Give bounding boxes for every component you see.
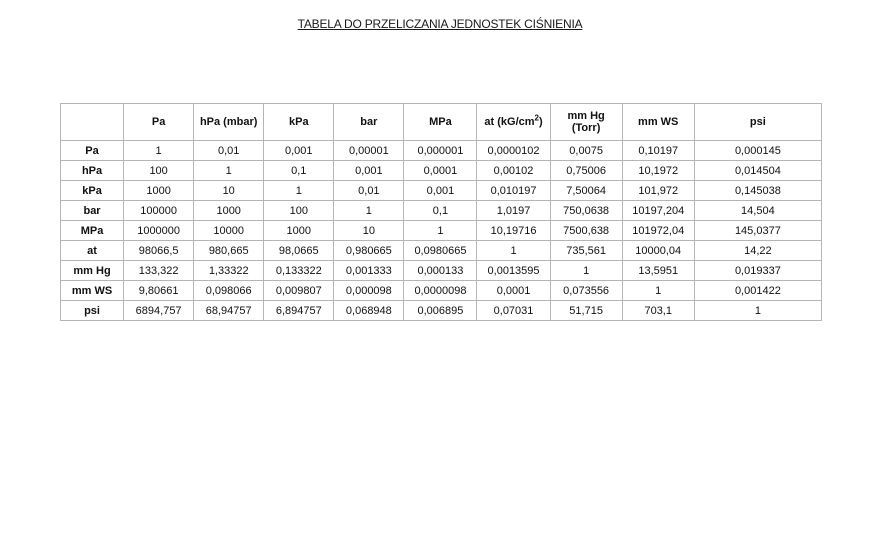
row-header: hPa: [61, 161, 124, 181]
table-cell: 98066,5: [124, 241, 194, 261]
table-cell: 10000,04: [622, 241, 694, 261]
table-cell: 703,1: [622, 301, 694, 321]
table-cell: 750,0638: [550, 201, 622, 221]
column-header-label: hPa (mbar): [199, 116, 258, 128]
row-header: MPa: [61, 221, 124, 241]
table-cell: 1: [404, 221, 477, 241]
table-cell: 0,1: [404, 201, 477, 221]
table-cell: 1: [622, 281, 694, 301]
column-header-superscript: 2: [534, 113, 539, 123]
table-cell: 0,01: [334, 181, 404, 201]
column-header-label: mm Hg: [567, 110, 605, 122]
table-cell: 0,00001: [334, 141, 404, 161]
table-cell: 14,504: [694, 201, 821, 221]
table-cell: 0,0013595: [477, 261, 550, 281]
table-cell: 0,000001: [404, 141, 477, 161]
table-cell: 1000000: [124, 221, 194, 241]
table-cell: 0,145038: [694, 181, 821, 201]
table-row: [61, 141, 822, 161]
table-row: [61, 301, 822, 321]
table-cell: 1000: [124, 181, 194, 201]
table-cell: 10,1972: [622, 161, 694, 181]
table-row: [61, 201, 822, 221]
table-cell: 0,073556: [550, 281, 622, 301]
table-cell: 0,0980665: [404, 241, 477, 261]
table-cell: 1: [194, 161, 264, 181]
table-row: [61, 261, 822, 281]
table-cell: 980,665: [194, 241, 264, 261]
column-header: [477, 104, 550, 141]
table-cell: 1: [334, 201, 404, 221]
table-cell: 0,0000102: [477, 141, 550, 161]
column-header: [694, 104, 821, 141]
table-cell: 0,098066: [194, 281, 264, 301]
column-header: [404, 104, 477, 141]
row-header: kPa: [61, 181, 124, 201]
table-cell: 1: [264, 181, 334, 201]
table-cell: 0,000145: [694, 141, 821, 161]
row-header: at: [61, 241, 124, 261]
table-cell: 0,009807: [264, 281, 334, 301]
table-cell: 10,19716: [477, 221, 550, 241]
table-cell: 0,0001: [477, 281, 550, 301]
table-cell: 0,001: [404, 181, 477, 201]
row-header: psi: [61, 301, 124, 321]
column-header: [622, 104, 694, 141]
table-cell: 1: [550, 261, 622, 281]
table-header-row: [61, 104, 822, 141]
table-cell: 14,22: [694, 241, 821, 261]
column-header-label: psi: [749, 116, 766, 128]
table-cell: 0,000133: [404, 261, 477, 281]
table-cell: 1: [694, 301, 821, 321]
column-header-label: mm WS: [638, 116, 679, 128]
table-cell: 0,0001: [404, 161, 477, 181]
table-cell: 9,80661: [124, 281, 194, 301]
pressure-conversion-table: [60, 103, 822, 321]
table-cell: 100: [124, 161, 194, 181]
table-cell: 0,068948: [334, 301, 404, 321]
table-cell: 6,894757: [264, 301, 334, 321]
table-cell: 7500,638: [550, 221, 622, 241]
table-cell: 68,94757: [194, 301, 264, 321]
table-cell: 10197,204: [622, 201, 694, 221]
table-cell: 1000: [264, 221, 334, 241]
table-cell: 0,07031: [477, 301, 550, 321]
table-cell: 1: [477, 241, 550, 261]
table-row: [61, 181, 822, 201]
table-cell: 0,0000098: [404, 281, 477, 301]
column-header-suffix: ): [538, 116, 543, 128]
table-cell: 98,0665: [264, 241, 334, 261]
table-row: [61, 161, 822, 181]
table-cell: 0,000098: [334, 281, 404, 301]
row-header: Pa: [61, 141, 124, 161]
table-cell: 0,006895: [404, 301, 477, 321]
table-cell: 0,10197: [622, 141, 694, 161]
table-row: [61, 281, 822, 301]
table-row: [61, 241, 822, 261]
table-cell: 0,0075: [550, 141, 622, 161]
table-cell: 145,0377: [694, 221, 821, 241]
table-cell: 0,014504: [694, 161, 821, 181]
column-header-label: bar: [360, 116, 378, 128]
table-cell: 100000: [124, 201, 194, 221]
table-cell: 735,561: [550, 241, 622, 261]
table-cell: 100: [264, 201, 334, 221]
table-row: [61, 221, 822, 241]
column-header-second-line: (Torr): [571, 122, 601, 134]
table-cell: 10000: [194, 221, 264, 241]
table-cell: 10: [194, 181, 264, 201]
table-cell: 0,01: [194, 141, 264, 161]
row-header: bar: [61, 201, 124, 221]
column-header-label: at (kG/cm: [484, 116, 535, 128]
column-header: [124, 104, 194, 141]
table-cell: 101,972: [622, 181, 694, 201]
table-cell: 0,001333: [334, 261, 404, 281]
table-cell: 101972,04: [622, 221, 694, 241]
column-header: [334, 104, 404, 141]
row-header: mm Hg: [61, 261, 124, 281]
table-cell: 1,33322: [194, 261, 264, 281]
table-cell: 0,133322: [264, 261, 334, 281]
table-cell: 133,322: [124, 261, 194, 281]
table-cell: 0,75006: [550, 161, 622, 181]
column-header: [264, 104, 334, 141]
table-cell: 0,001: [334, 161, 404, 181]
table-cell: 51,715: [550, 301, 622, 321]
column-header-label: kPa: [288, 116, 309, 128]
column-header-label: Pa: [151, 116, 166, 128]
table-cell: 7,50064: [550, 181, 622, 201]
table-cell: 6894,757: [124, 301, 194, 321]
document-title: TABELA DO PRZELICZANIA JEDNOSTEK CIŚNIENIA: [297, 17, 583, 31]
column-header: [550, 104, 622, 141]
table-cell: 13,5951: [622, 261, 694, 281]
table-cell: 0,001: [264, 141, 334, 161]
column-header: [194, 104, 264, 141]
row-header: mm WS: [61, 281, 124, 301]
column-header-label: MPa: [429, 116, 452, 128]
table-cell: 1,0197: [477, 201, 550, 221]
table-cell: 0,980665: [334, 241, 404, 261]
table-cell: 1000: [194, 201, 264, 221]
table-cell: 0,019337: [694, 261, 821, 281]
table-cell: 0,001422: [694, 281, 821, 301]
table-cell: 10: [334, 221, 404, 241]
table-cell: 0,1: [264, 161, 334, 181]
table-cell: 1: [124, 141, 194, 161]
table-cell: 0,010197: [477, 181, 550, 201]
header-corner-cell: [61, 104, 124, 141]
table-cell: 0,00102: [477, 161, 550, 181]
